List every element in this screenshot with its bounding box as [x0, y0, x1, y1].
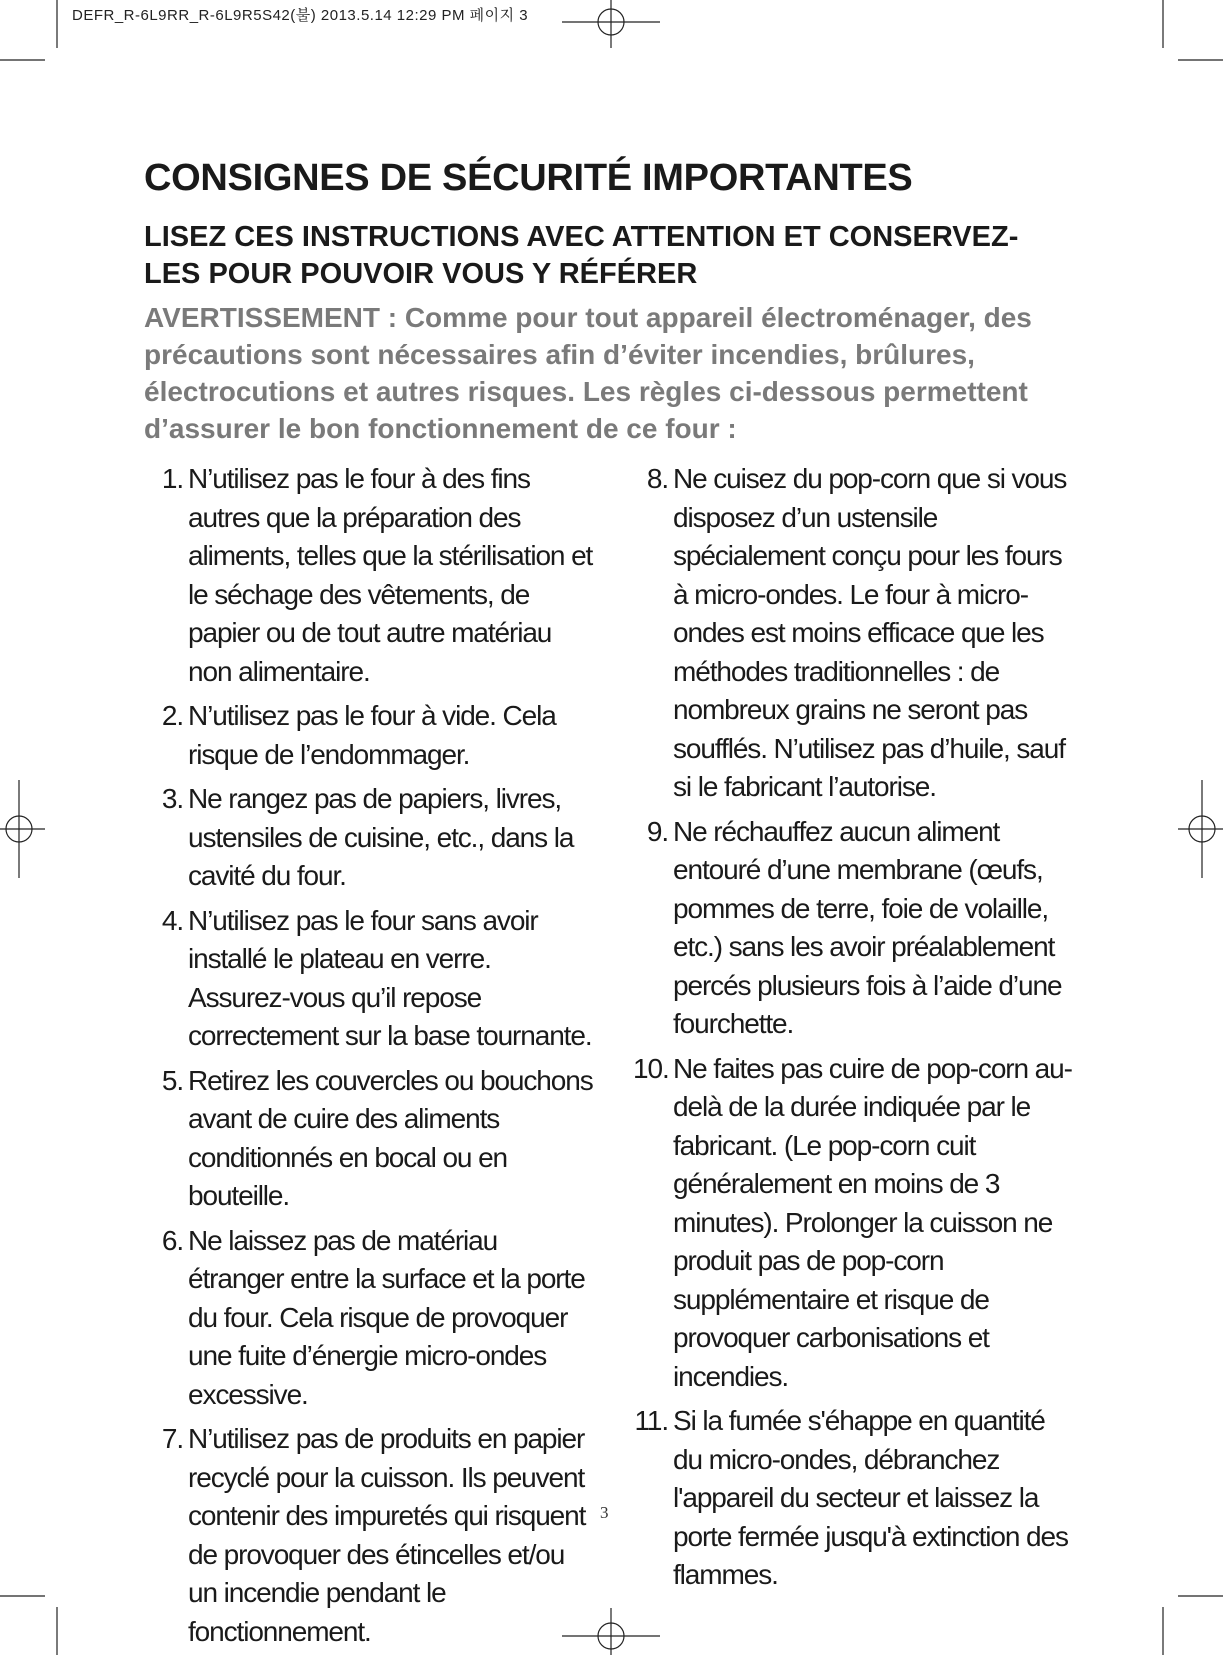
item-number: 9. — [646, 815, 668, 847]
item-number: 1. — [161, 463, 183, 494]
item-number: 4. — [161, 904, 183, 936]
item-number: 3. — [161, 783, 183, 814]
list-item — [633, 1402, 1078, 1595]
item-text: Ne cuisez du pop-corn que si vous disposez d’un ustensile spécialement conçu pour les fours à micro-ondes. Le four à micro-ondes est moins efficace que les méthodes traditionnelles : de nombreux grains ne seront pas soufflés. N’utilisez pas d’huile, sauf si le fabricant l’autorise. — [673, 463, 1067, 802]
item-text: Ne laissez pas de matériau étranger entre la surface et la porte du four. Cela risque de provoquer une fuite d’énergie micro-ondes excessive. — [188, 1224, 585, 1410]
instructions-right-column — [633, 460, 1078, 1601]
warning-paragraph: AVERTISSEMENT : Comme pour tout appareil électroménager, des précautions sont nécessaires afin d’éviter incendies, brûlures, électrocutions et autres risques. Les règles ci-dessous permettent d’assurer le bon fonctionnement de ce four : — [144, 302, 1032, 444]
item-number: 10. — [633, 1052, 669, 1084]
registration-mark-left — [0, 780, 45, 878]
registration-mark-top — [562, 0, 660, 48]
item-number: 5. — [161, 1064, 183, 1096]
item-text: Ne faites pas cuire de pop-corn au-delà de la durée indiquée par le fabricant. (Le pop-corn cuit généralement en moins de 3 minutes). Prolonger la cuisson ne produit pas de pop-corn supplémentaire et risque de provoquer carbonisations et incendies. — [673, 1052, 1072, 1392]
list-item — [633, 460, 1078, 807]
instructions-left-column — [153, 460, 593, 1657]
item-number: 8. — [646, 463, 668, 494]
page-subtitle: LISEZ CES INSTRUCTIONS AVEC ATTENTION ET CONSERVEZ-LES POUR POUVOIR VOUS Y RÉFÉRER — [144, 221, 1019, 290]
page-number: 3 — [600, 1503, 609, 1522]
list-item — [633, 813, 1078, 1044]
item-number: 2. — [161, 700, 183, 731]
item-text: Ne rangez pas de papiers, livres, ustensiles de cuisine, etc., dans la cavité du four. — [188, 783, 574, 891]
item-text: N’utilisez pas le four à des fins autres que la préparation des aliments, telles que la stérilisation et le séchage des vêtements, de papier ou de tout autre matériau non alimentaire. — [188, 463, 593, 687]
print-header: DEFR_R-6L9RR_R-6L9R5S42(불) 2013.5.14 12:29 PM 페이지 3 — [72, 7, 529, 24]
list-item — [153, 1420, 593, 1651]
item-number: 6. — [161, 1224, 183, 1256]
list-item — [153, 780, 593, 896]
item-number: 11. — [634, 1405, 668, 1436]
list-item — [153, 697, 593, 774]
list-item — [633, 1050, 1078, 1397]
registration-mark-right — [1178, 780, 1223, 878]
item-number: 7. — [161, 1423, 183, 1454]
list-item — [153, 460, 593, 691]
page-title: CONSIGNES DE SÉCURITÉ IMPORTANTES — [144, 157, 913, 199]
item-text: N’utilisez pas le four à vide. Cela risque de l’endommager. — [188, 700, 556, 770]
list-item — [153, 1222, 593, 1415]
item-text: Retirez les couvercles ou bouchons avant de cuire des aliments conditionnés en bocal ou en bouteille. — [188, 1064, 593, 1211]
item-text: Si la fumée s'éhappe en quantité du micro-ondes, débranchez l'appareil du secteur et laissez la porte fermée jusqu'à extinction des flammes. — [673, 1405, 1068, 1590]
item-text: Ne réchauffez aucun aliment entouré d’une membrane (œufs, pommes de terre, foie de volaille, etc.) sans les avoir préalablement percés plusieurs fois à l’aide d’une fourchette. — [673, 815, 1062, 1039]
list-item — [153, 902, 593, 1056]
list-item — [153, 1062, 593, 1216]
item-text: N’utilisez pas de produits en papier recyclé pour la cuisson. Ils peuvent contenir des impuretés qui risquent de provoquer des étincelles et/ou un incendie pendant le fonctionnement. — [188, 1423, 586, 1647]
item-text: N’utilisez pas le four sans avoir installé le plateau en verre. Assurez-vous qu’il repose correctement sur la base tournante. — [188, 904, 592, 1051]
